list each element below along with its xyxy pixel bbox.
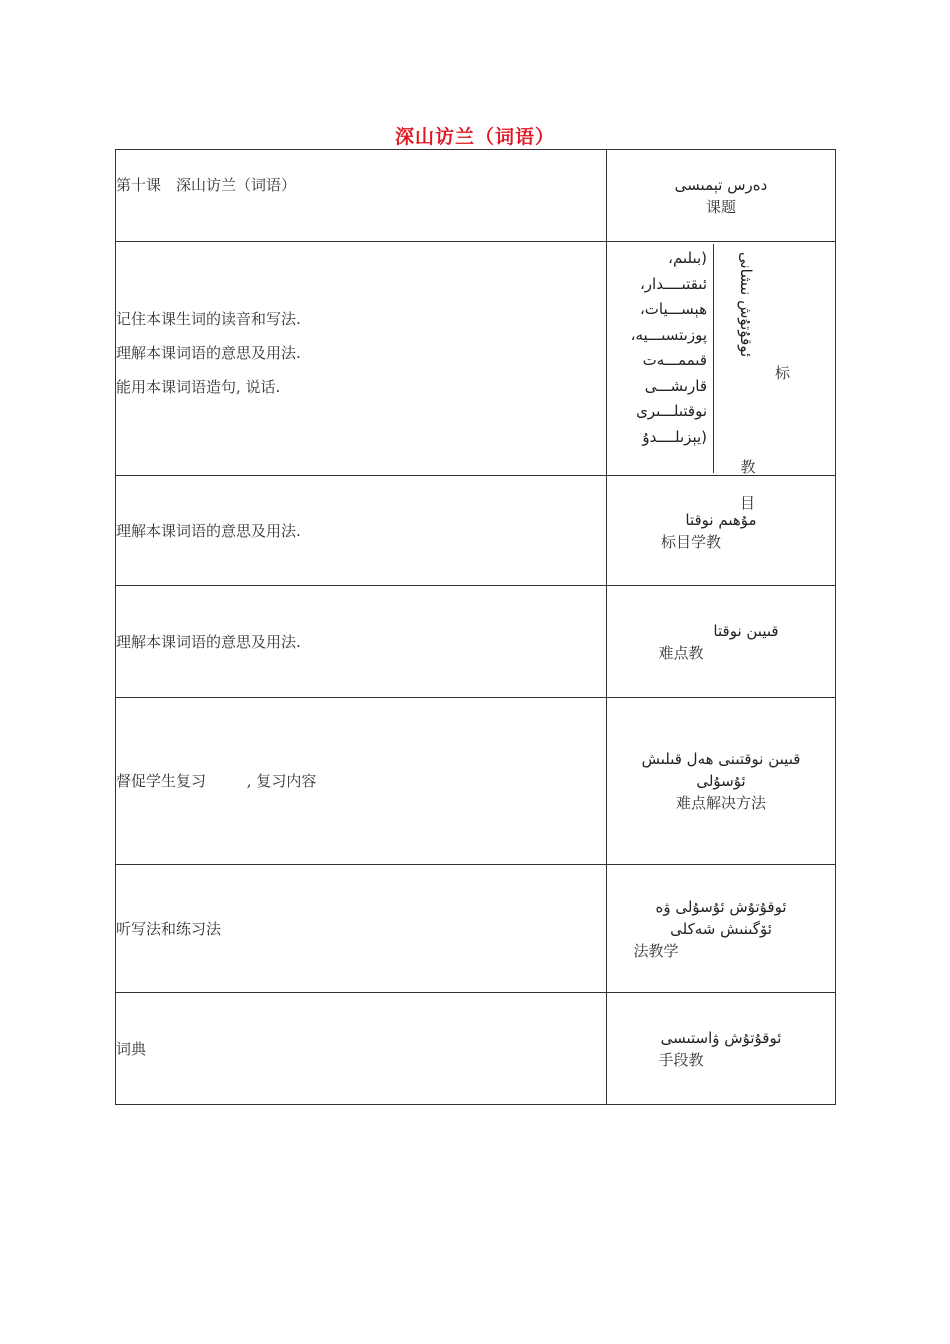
teaching-goals-cell: [116, 242, 607, 476]
solution-label-cn: 难点解决方法: [675, 794, 766, 812]
difficult-points-label-ug: قىيىن نوقتا: [713, 621, 779, 640]
key-points-label-ug: مۇھىم نوقتا: [685, 510, 757, 529]
solution-part-b: , 复习内容: [246, 772, 317, 790]
goals-label-cn: 标: [775, 364, 791, 382]
difficult-points-label-cell: [607, 586, 836, 698]
goals-label-description: (بىلىم، ئىقتىــــدار، ھېســـيات، پوزىتسىـــيە، قىممـــەت قارىشـــى نوقتىلـــىرى (يېزىلــــدۇ: [607, 244, 714, 473]
row-key-points: [116, 476, 836, 586]
lesson-plan-table: [115, 149, 836, 1105]
topic-label-cn: 课题: [705, 197, 736, 216]
difficult-points-cell: [116, 586, 607, 698]
teaching-method-label-ug: ئوقۇتۇش ئۇسۇلى ۋە ئۆگىنىش شەكلى: [655, 897, 787, 938]
goals-label-cn-overlap: 教: [740, 458, 756, 476]
teaching-tools-cell: [116, 993, 607, 1105]
goal-line-3: 能用本课词语造句, 说话.: [116, 377, 281, 396]
row-lesson-topic: [116, 150, 836, 242]
goals-label-ug-vertical: ئوقۇتۇش نىشانى: [737, 252, 755, 358]
lesson-topic: 第十课 深山访兰（词语）: [116, 176, 297, 194]
topic-label-ug: دەرس تېمىسى: [674, 175, 768, 194]
teaching-tools: 词典: [116, 1039, 147, 1058]
row-difficult-points: [116, 586, 836, 698]
row-teaching-tools: [116, 993, 836, 1105]
solution-part-a: 督促学生复习: [116, 772, 207, 790]
teaching-method-label-cn: 法教学: [633, 941, 679, 960]
row-teaching-goals: [116, 242, 836, 476]
teaching-tools-label-cn: 手段教: [658, 1050, 704, 1069]
topic-label-cell: [607, 150, 836, 242]
solution-label-cell: [607, 698, 836, 865]
document-title: 深山访兰（词语）: [394, 126, 555, 148]
key-points-label-cn-overlap: 目: [740, 494, 756, 512]
difficult-points-label-cn: 难点教: [658, 643, 704, 662]
teaching-tools-label-ug: ئوقۇتۇش ۋاستىسى: [660, 1028, 782, 1047]
goal-line-1: 记住本课生词的读音和写法.: [116, 309, 301, 328]
teaching-method: 听写法和练习法: [116, 919, 222, 938]
lesson-topic-cell: [116, 150, 607, 242]
goal-line-2: 理解本课词语的意思及用法.: [116, 343, 301, 362]
row-solution: [116, 698, 836, 865]
goals-label-cell: [607, 242, 836, 476]
teaching-tools-label-cell: [607, 993, 836, 1105]
row-teaching-method: [116, 865, 836, 993]
goals-label-block: [607, 242, 835, 475]
difficult-points: 理解本课词语的意思及用法.: [116, 632, 301, 651]
solution-cell: [116, 698, 607, 865]
solution-label-ug: قىيىن نوقتىنى ھەل قىلىش ئۇسۇلى: [641, 750, 801, 790]
key-points-cell: [116, 476, 607, 586]
teaching-method-label-cell: [607, 865, 836, 993]
key-points-label-cn: 标目学教: [660, 532, 721, 551]
key-points: 理解本课词语的意思及用法.: [116, 521, 301, 540]
teaching-method-cell: [116, 865, 607, 993]
key-points-label-cell: [607, 476, 836, 586]
